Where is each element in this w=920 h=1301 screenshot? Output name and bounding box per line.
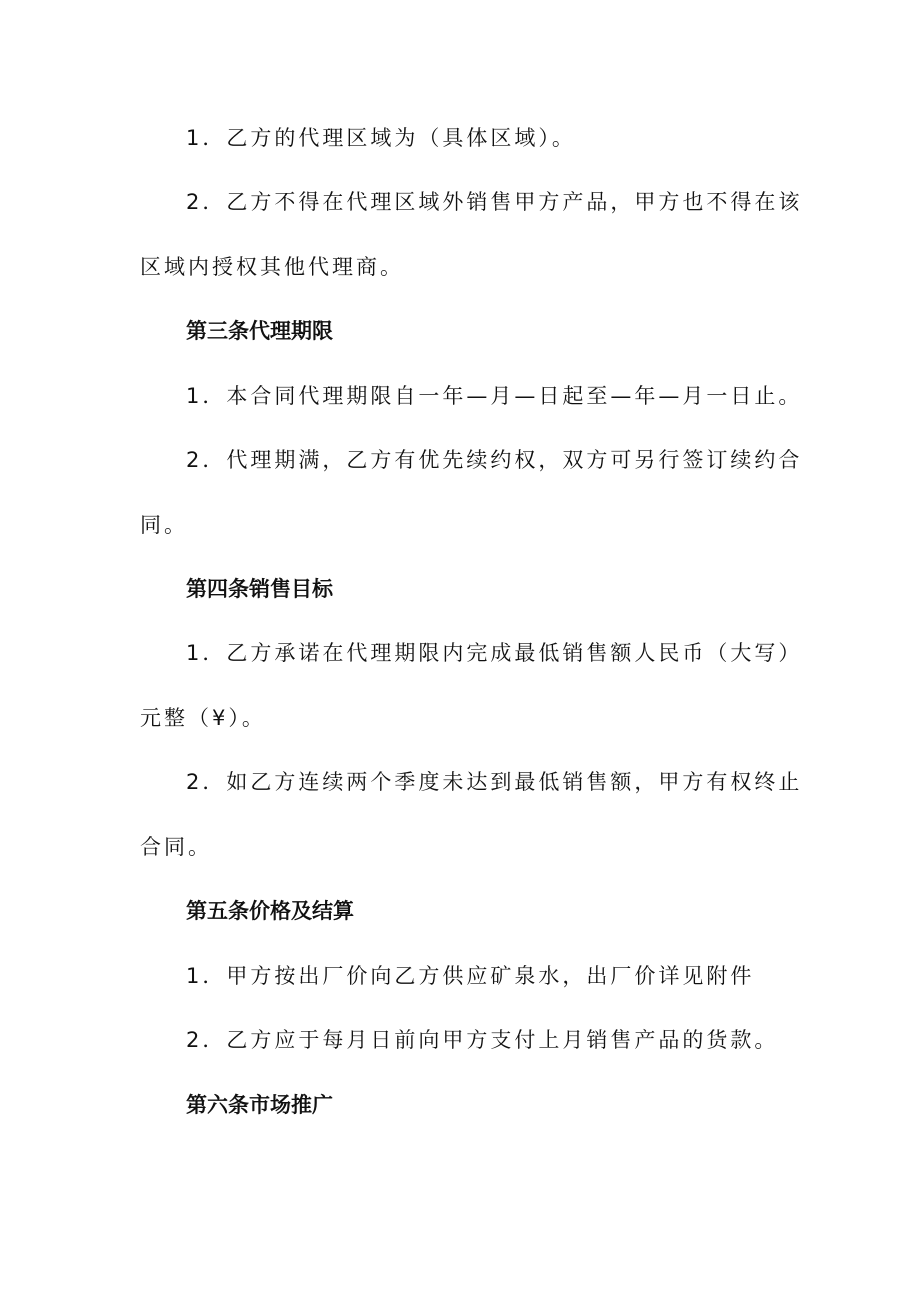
clause-3-item-2: 2．代理期满，乙方有优先续约权，双方可另行签订续约合 <box>186 448 803 472</box>
clause-2-item-2: 2．乙方不得在代理区域外销售甲方产品，甲方也不得在该 <box>186 190 803 214</box>
clause-4-item-2-cont: 合同。 <box>140 835 212 859</box>
heading-article-6: 第六条市场推广 <box>186 1093 333 1117</box>
clause-3-item-1: 1．本合同代理期限自一年—月—日起至—年—月一日止。 <box>186 384 803 408</box>
clause-5-item-1: 1．甲方按出厂价向乙方供应矿泉水，出厂价详见附件 <box>186 964 755 988</box>
clause-2-item-1: 1．乙方的代理区域为（具体区域）。 <box>186 126 576 150</box>
clause-2-item-2-cont: 区域内授权其他代理商。 <box>140 255 404 279</box>
clause-4-item-1-cont: 元整（¥）。 <box>140 706 266 730</box>
clause-4-item-2: 2．如乙方连续两个季度未达到最低销售额，甲方有权终止 <box>186 770 803 794</box>
heading-article-3: 第三条代理期限 <box>186 319 333 343</box>
clause-5-item-2: 2．乙方应于每月日前向甲方支付上月销售产品的货款。 <box>186 1028 779 1052</box>
clause-3-item-2-cont: 同。 <box>140 513 188 537</box>
heading-article-4: 第四条销售目标 <box>186 577 333 601</box>
clause-4-item-1: 1．乙方承诺在代理期限内完成最低销售额人民币（大写） <box>186 641 803 665</box>
heading-article-5: 第五条价格及结算 <box>186 899 354 923</box>
